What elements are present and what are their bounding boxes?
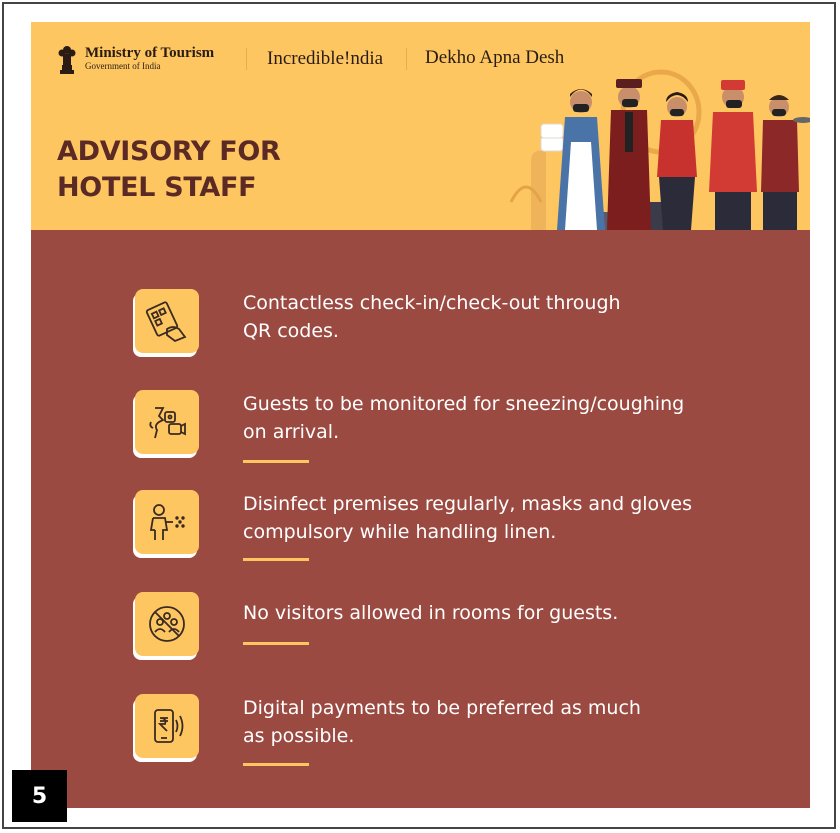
advisory-text — [243, 289, 773, 345]
text-line: QR codes. — [243, 320, 339, 342]
advisory-text — [243, 390, 773, 446]
text-line: No visitors allowed in rooms for guests. — [243, 602, 619, 624]
ministry-logo-block — [57, 40, 214, 76]
text-line: Disinfect premises regularly, masks and gloves — [243, 493, 692, 515]
text-line: Contactless check-in/check-out through — [243, 292, 621, 314]
no-visitors-icon — [145, 602, 189, 646]
ministry-name: Ministry of Tourism — [85, 45, 215, 61]
icon-tile — [135, 490, 199, 554]
national-emblem-icon — [57, 40, 77, 76]
text-underline — [243, 460, 309, 463]
ministry-text — [85, 45, 214, 71]
icon-tile — [135, 289, 199, 353]
incredible-india-logo: Incredible!ndia — [267, 48, 384, 69]
text-line: Guests to be monitored for sneezing/coughing — [243, 393, 685, 415]
title-line-2: HOTEL STAFF — [57, 172, 257, 203]
text-underline — [243, 558, 309, 561]
poster-header — [31, 22, 810, 230]
ministry-subtitle: Government of India — [85, 61, 161, 71]
text-underline — [243, 763, 309, 766]
hotel-staff-illustration — [501, 52, 810, 230]
advisory-text — [243, 694, 773, 750]
disinfect-spray-icon — [145, 500, 189, 544]
page-title — [57, 134, 281, 206]
page-number: 5 — [12, 770, 67, 822]
advisory-poster — [31, 22, 810, 808]
dekho-apna-desh-logo: Dekho Apna Desh — [425, 47, 565, 68]
header-separator — [246, 48, 247, 70]
text-line: as possible. — [243, 725, 355, 747]
icon-tile — [135, 592, 199, 656]
sneeze-monitor-icon — [145, 400, 189, 444]
title-line-1: ADVISORY FOR — [57, 136, 281, 167]
advisory-text — [243, 599, 773, 627]
text-underline — [243, 642, 309, 645]
qr-code-card-icon — [145, 299, 189, 343]
digital-payment-icon — [145, 704, 189, 748]
text-line: Digital payments to be preferred as much — [243, 697, 641, 719]
text-line: compulsory while handling linen. — [243, 521, 557, 543]
text-line: on arrival. — [243, 421, 340, 443]
icon-tile — [135, 694, 199, 758]
advisory-text — [243, 490, 773, 546]
header-separator — [406, 48, 407, 70]
icon-tile — [135, 390, 199, 454]
